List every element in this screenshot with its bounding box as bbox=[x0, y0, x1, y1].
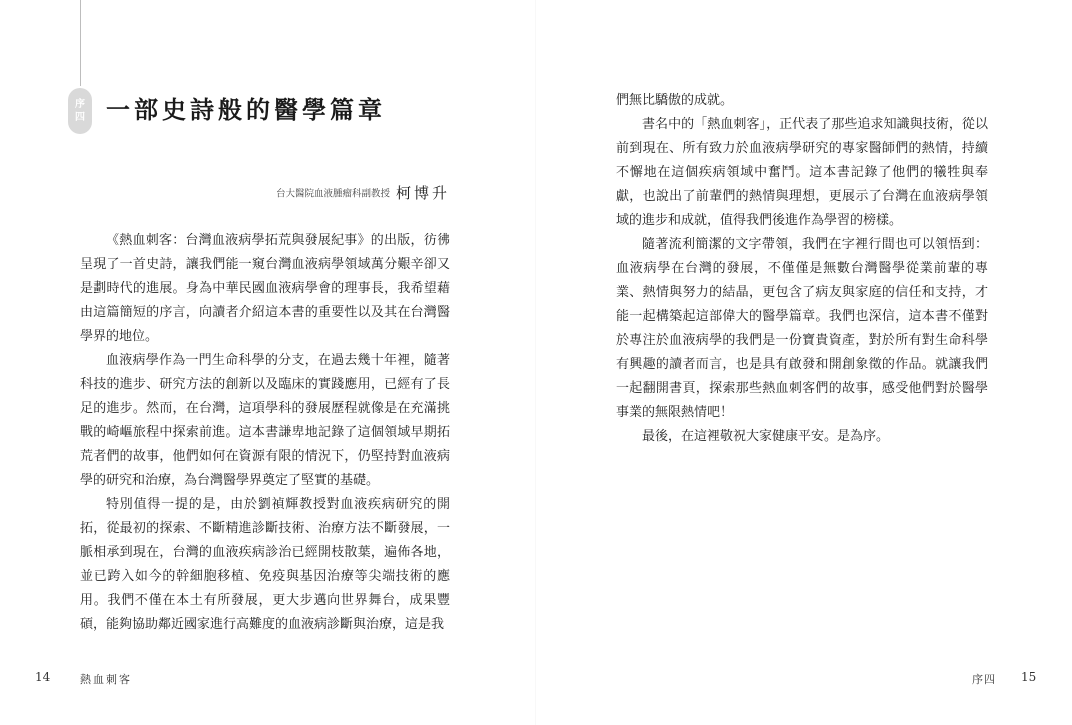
paragraph: 書名中的「熱血刺客」，正代表了那些追求知識與技術，從以前到現在、所有致力於血液病學研究的專家醫師們的熱情，持續不懈地在這個疾病領域中奮鬥。這本書記錄了他們的犧牲與奉獻，也說出了前輩們的熱情與理想，更展示了台灣在血液病學領域的進步和成就，值得我們後進作為學習的榜樣。 bbox=[616, 117, 988, 228]
paragraph: 特別值得一提的是，由於劉禎輝教授對血液疾病研究的開拓，從最初的探索、不斷精進診斷技術、治療方法不斷發展，一脈相承到現在，台灣的血液疾病診治已經開枝散葉，遍佈各地，並已跨入如今的幹細胞移植、免疫與基因治療等尖端技術的應用。我們不僅在本土有所發展，更大步邁向世界舞台，成果豐碩，能夠協助鄰近國家進行高難度的血液病診斷與治療，這是我 bbox=[80, 497, 450, 632]
running-header-section: 序四 bbox=[972, 673, 996, 686]
running-header-book-title: 熱血刺客 bbox=[80, 673, 132, 686]
page-number: 14 bbox=[35, 670, 51, 684]
author-name: 柯博升 bbox=[395, 184, 450, 202]
paragraph: 血液病學作為一門生命科學的分支，在過去幾十年裡，隨著科技的進步、研究方法的創新以及臨床的實踐應用，已經有了長足的進步。然而，在台灣，這項學科的發展歷程就像是在充滿挑戰的崎嶇旅程中探索前進。這本書謙卑地記錄了這個領域早期拓荒者們的故事，他們如何在資源有限的情況下，仍堅持對血液病學的研究和治療，為台灣醫學界奠定了堅實的基礎。 bbox=[80, 353, 450, 488]
chapter-marker-char-1: 序 bbox=[75, 99, 85, 110]
author-byline bbox=[270, 182, 450, 203]
hanging-line-ornament bbox=[80, 0, 81, 86]
page-number: 15 bbox=[1021, 670, 1037, 684]
chapter-marker-bead bbox=[68, 88, 92, 134]
paragraph: 《熱血刺客：台灣血液病學拓荒與發展紀事》的出版，彷彿呈現了一首史詩，讓我們能一窺台灣血液病學領域萬分艱辛卻又是劃時代的進展。身為中華民國血液病學會的理事長，我希望藉由這篇簡短的序言，向讀者介紹這本書的重要性以及其在台灣醫學界的地位。 bbox=[80, 233, 450, 344]
author-affiliation: 台大醫院血液腫瘤科副教授 bbox=[275, 188, 390, 200]
right-page bbox=[536, 0, 1072, 725]
chapter-marker-char-2: 四 bbox=[75, 112, 85, 123]
left-body-text bbox=[80, 229, 450, 637]
right-body-text bbox=[616, 89, 988, 449]
paragraph: 最後，在這裡敬祝大家健康平安。是為序。 bbox=[642, 429, 890, 444]
paragraph: 隨著流利簡潔的文字帶領，我們在字裡行間也可以領悟到：血液病學在台灣的發展，不僅僅是無數台灣醫學從業前輩的專業、熱情與努力的結晶，更包含了病友與家庭的信任和支持，才能一起構築起這部偉大的醫學篇章。我們也深信，這本書不僅對於專注於血液病學的我們是一份寶貴資產，對於所有對生命科學有興趣的讀者而言，也是具有啟發和開創象徵的作品。就讓我們一起翻開書頁，探索那些熱血刺客們的故事，感受他們對於醫學事業的無限熱情吧！ bbox=[616, 237, 988, 420]
paragraph: 們無比驕傲的成就。 bbox=[616, 93, 734, 108]
chapter-title: 一部史詩般的醫學篇章 bbox=[106, 95, 386, 124]
